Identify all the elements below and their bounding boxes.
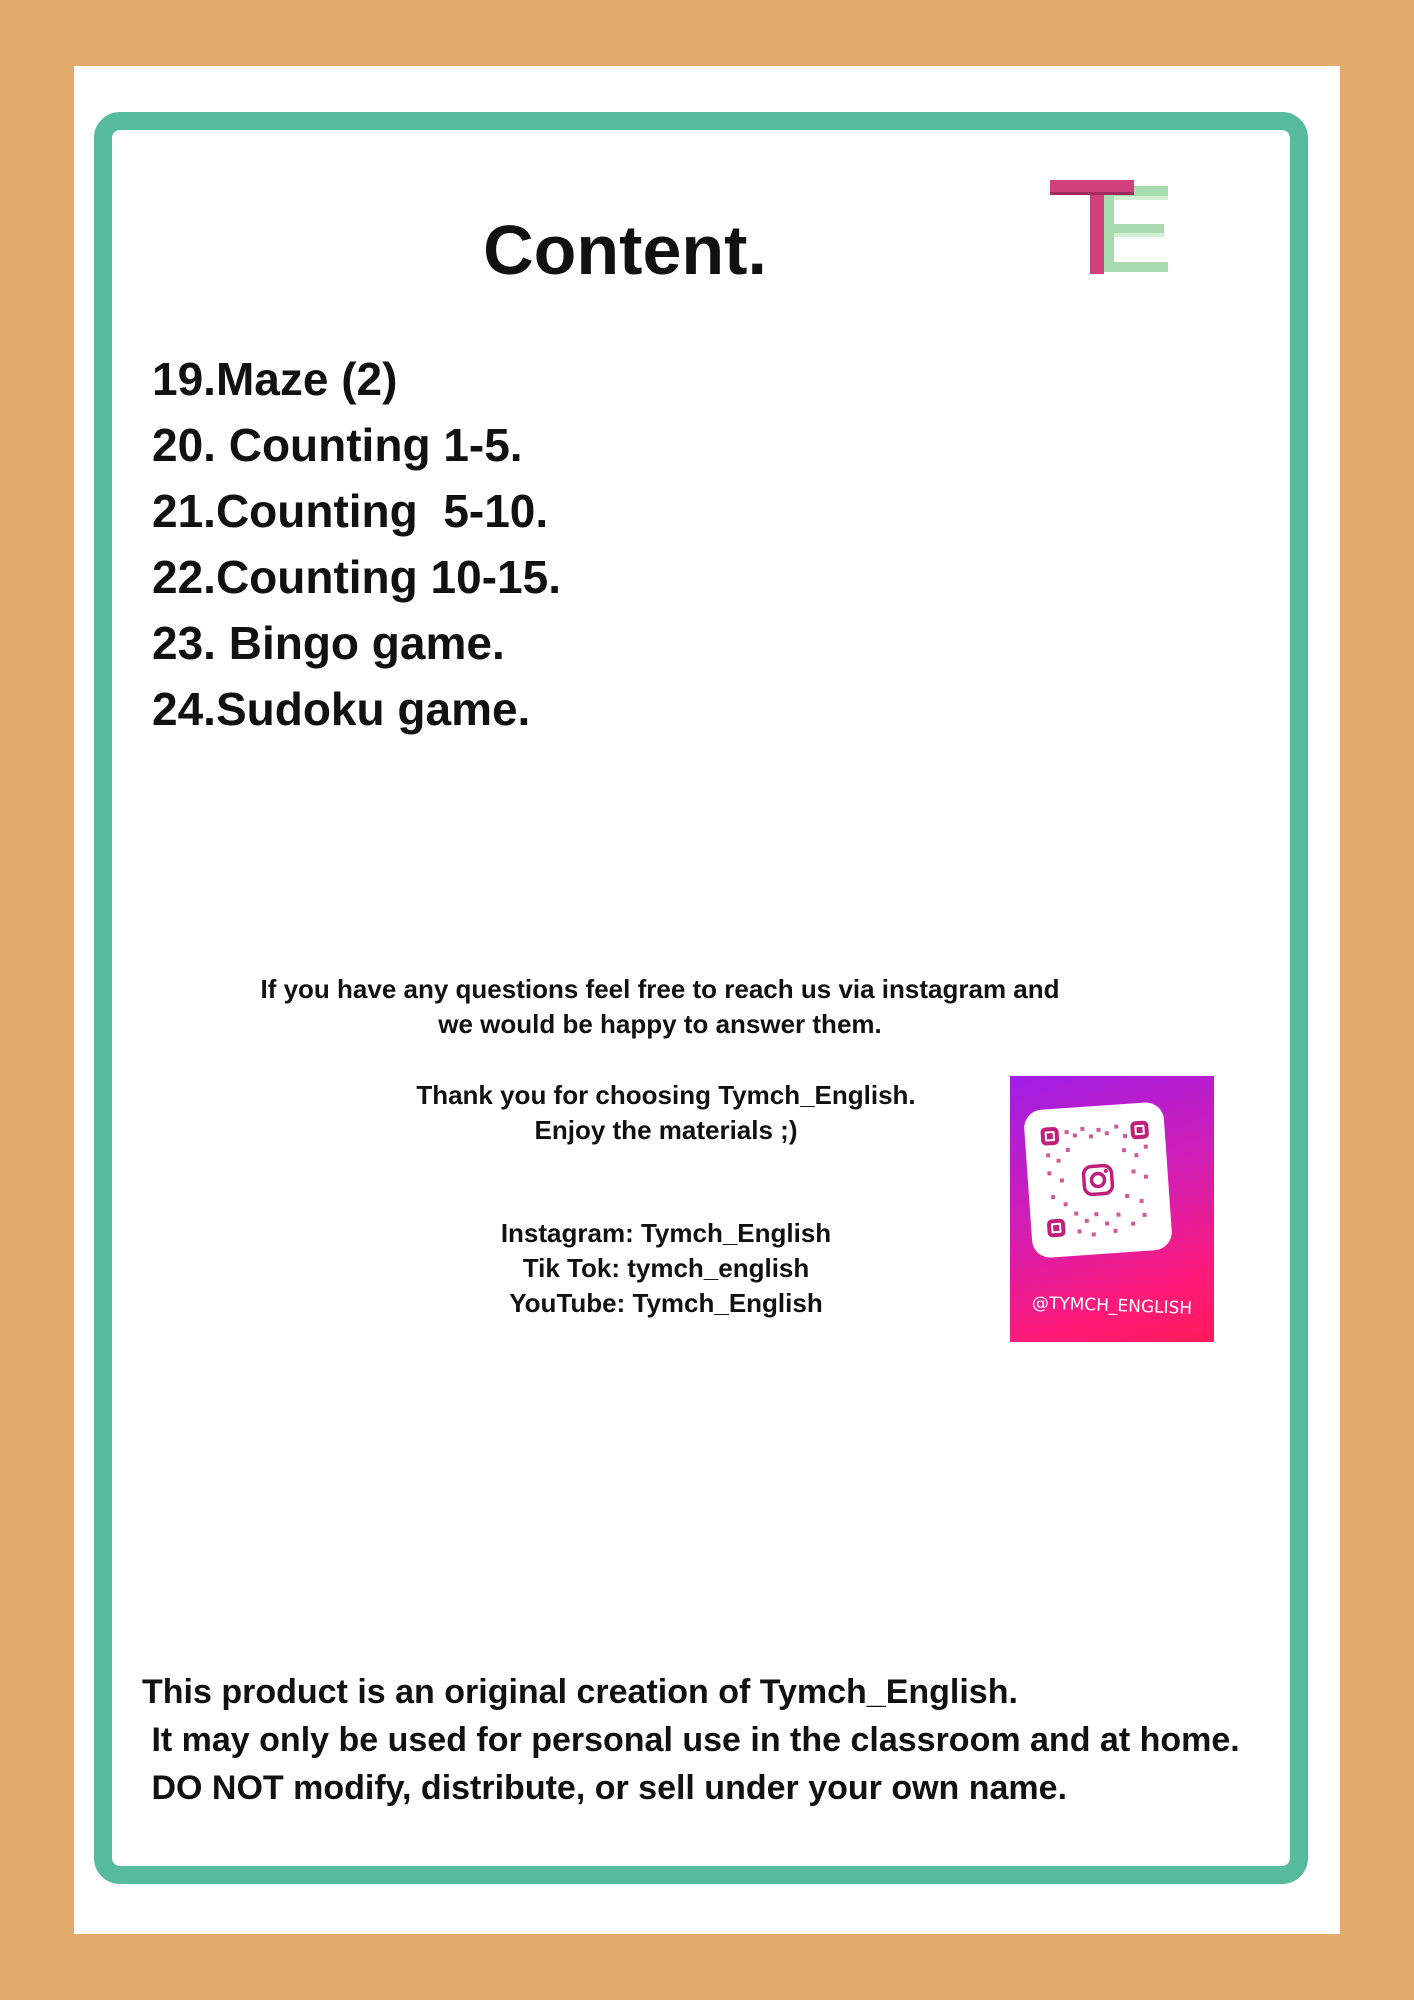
contents-item: 24.Sudoku game. [152,683,531,735]
questions-note [150,972,1170,1042]
qr-code [1023,1101,1173,1258]
contents-item: 22.Counting 10-15. [152,551,561,603]
tiktok-link[interactable]: Tik Tok: tymch_english [522,1253,810,1283]
te-logo [1050,180,1172,276]
social-links [420,1216,912,1321]
thanks-note [300,1078,1032,1148]
youtube-link[interactable]: YouTube: Tymch_English [509,1288,823,1318]
thanks-line: Thank you for choosing Tymch_English. [416,1080,916,1110]
questions-line: If you have any questions feel free to reach us via instagram and [260,974,1060,1004]
contents-item: 21.Counting 5-10. [152,485,549,537]
thanks-line: Enjoy the materials ;) [534,1115,798,1145]
instagram-qr-card[interactable] [1010,1076,1214,1342]
page-title: Content. [483,211,767,289]
contents-item: 20. Counting 1-5. [152,419,523,471]
legal-line: It may only be used for personal use in the classroom and at home. [142,1721,1240,1759]
instagram-icon [1083,1165,1113,1195]
legal-notice [142,1668,1240,1812]
instagram-link[interactable]: Instagram: Tymch_English [500,1218,832,1248]
qr-handle-label: @TYMCH_ENGLISH [1031,1293,1193,1319]
questions-line: we would be happy to answer them. [438,1009,882,1039]
contents-item: 19.Maze (2) [152,353,398,405]
legal-line: This product is an original creation of Tymch_English. [142,1673,1018,1711]
contents-list [152,346,561,742]
qr-pattern [1023,1101,1173,1258]
legal-line: DO NOT modify, distribute, or sell under your own name. [142,1769,1068,1807]
contents-item: 23. Bingo game. [152,617,505,669]
